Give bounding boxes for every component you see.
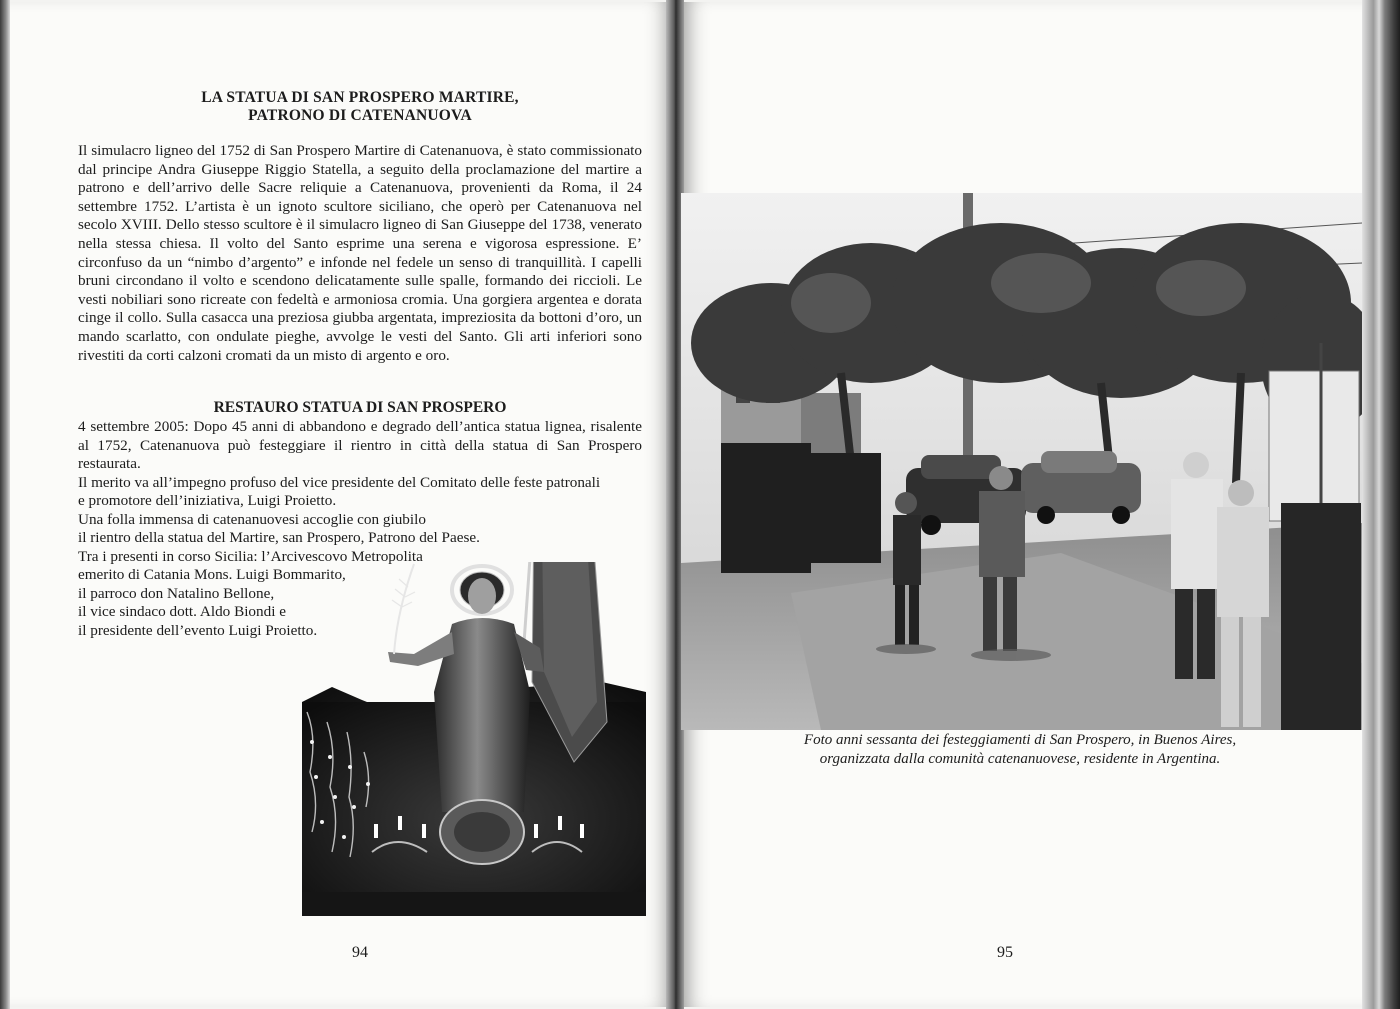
text-line: il parroco don Natalino Bellone, (78, 585, 275, 602)
text-line: il vice sindaco dott. Aldo Biondi e (78, 603, 286, 620)
text-line: il rientro della statua del Martire, san Prospero, Patrono del Paese. (78, 529, 480, 546)
book-edge-right (1362, 0, 1400, 1009)
statue-description-paragraph: Il simulacro ligneo del 1752 di San Prospero Martire di Catenanuova, è stato commissionato dal principe Andra Giuseppe Riggio Statella, a seguito della proclamazione del martire a patrono e dell’arrivo delle Sacre reliquie a Catenanuova, provenienti da Roma, il 24 settembre 1752. L’artista è un ignoto scultore siciliano, che operò per Catenanuova nel secolo XVIII. Dello stesso scultore è il simulacro ligneo di San Giuseppe del 1738, venerato nella stessa chiesa. Il volto del Santo esprime una serena e vigorosa espressione. E’ circonfuso da un “nimbo d’argento” e infonde nel fedele un senso di tranquillità. I capelli bruni circondano il volto e scendono delicatamente sulle spalle, formando dei riccioli. Le vesti nobiliari sono ricreate con fedeltà e armoniosa cromia. Una gorgiera argentea e dorata cinge il collo. Sulla casacca una preziosa giubba argentata, impreziosita da bottoni d’oro, un mando scarlatto, con ondulate pieghe, avvolge le vesti del Santo. Gli arti inferiori sono rivestiti da corti calzoni cromati da un misto di argento e oro. (78, 142, 642, 364)
procession-photo (681, 193, 1362, 730)
page-number-right: 95 (997, 944, 1013, 961)
text-line: emerito di Catania Mons. Luigi Bommarito, (78, 566, 346, 583)
text-line: il presidente dell’evento Luigi Proietto. (78, 622, 318, 639)
page-number-left: 94 (352, 944, 368, 961)
restoration-paragraph: 4 settembre 2005: Dopo 45 anni di abbandono e degrado dell’antica statua lignea, risalente al 1752, Catenanuova può festeggiare il rientro in città della statua di San Prospero restaurata. (78, 418, 642, 473)
caption-line2: organizzata dalla comunità catenanuovese, residente in Argentina. (819, 751, 1221, 767)
caption-line1: Foto anni sessanta dei festeggiamenti di San Prospero, in Buenos Aires, (803, 732, 1237, 748)
text-line: Una folla immensa di catenanuovesi accoglie con giubilo (78, 511, 426, 528)
statue-photo (302, 562, 646, 916)
text-line: e promotore dell’iniziativa, Luigi Proietto. (78, 492, 337, 509)
photo-caption (700, 731, 1340, 769)
book-edge-left (0, 0, 10, 1009)
text-line: Il merito va all’impegno profuso del vice presidente del Comitato delle feste patronali (78, 474, 601, 491)
article-title-line2: PATRONO DI CATENANUOVA (248, 107, 472, 124)
article-title-line1: LA STATUA DI SAN PROSPERO MARTIRE, (201, 89, 519, 106)
restoration-subtitle: RESTAURO STATUA DI SAN PROSPERO (213, 399, 507, 416)
text-line: Tra i presenti in corso Sicilia: l’Arcivescovo Metropolita (78, 548, 423, 565)
